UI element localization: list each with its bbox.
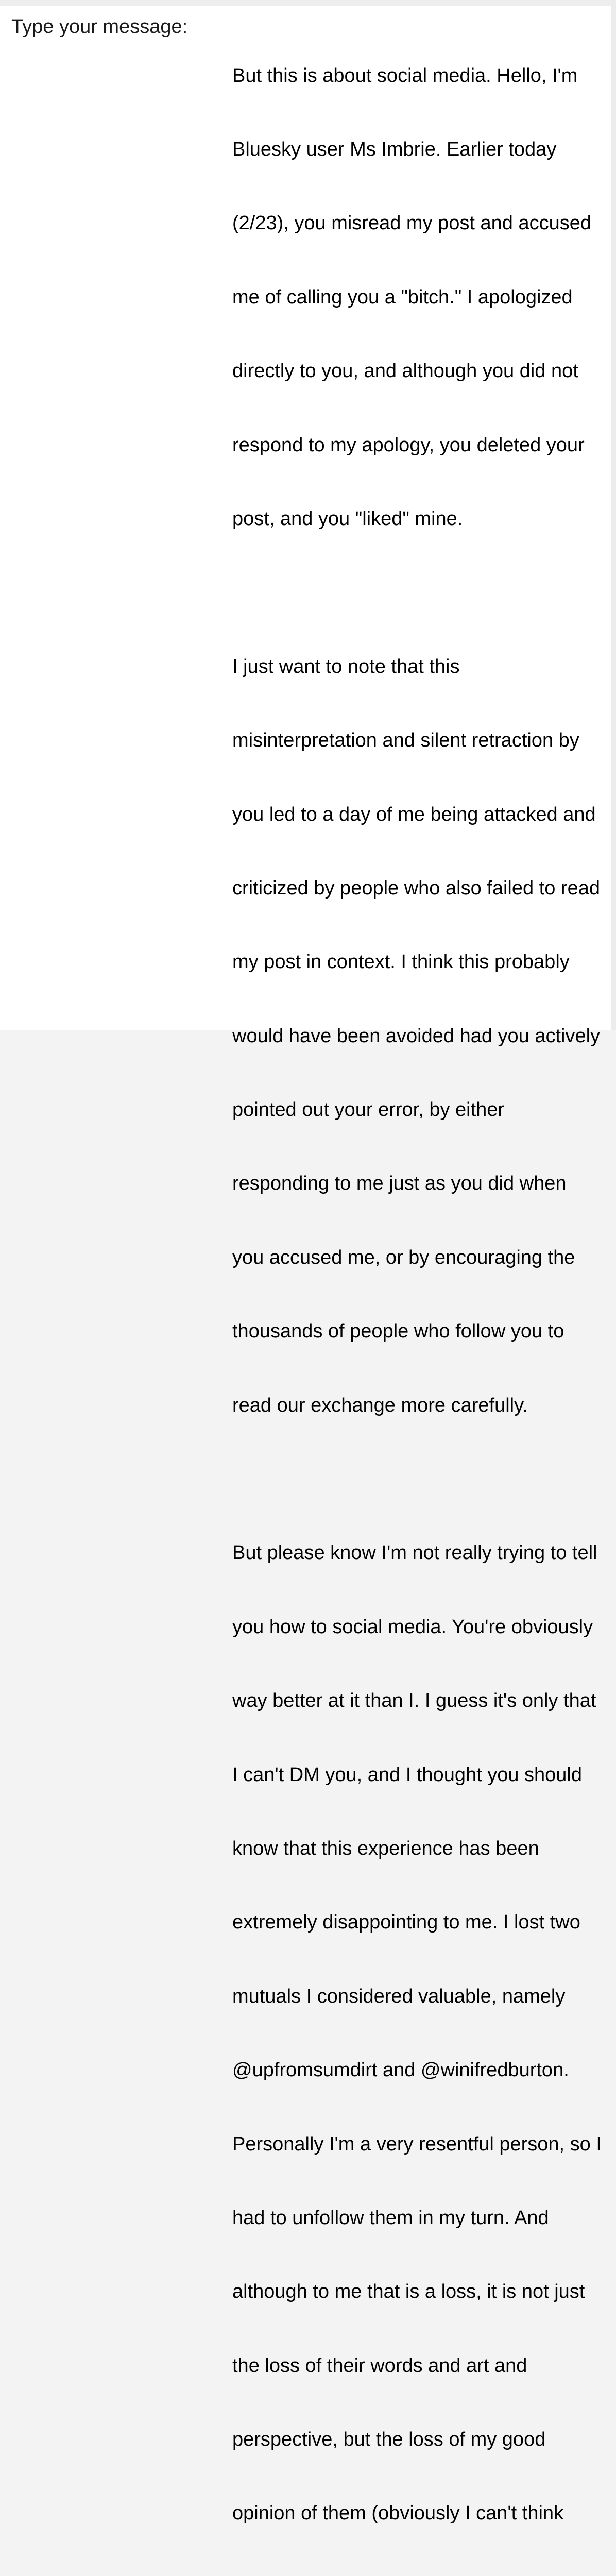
message-line: But this is about social media. Hello, I'm [232,64,578,87]
message-line: the loss of their words and art and [232,2354,527,2377]
message-line: Personally I'm a very resentful person, so I [232,2133,602,2155]
message-line: But please know I'm not really trying to tell [232,1542,597,1564]
message-line: respond to my apology, you deleted your [232,434,585,456]
message-line: I just want to note that this [232,655,460,677]
message-line: had to unfollow them in my turn. And [232,2207,549,2229]
message-line [232,581,611,605]
message-line: misinterpretation and silent retraction by [232,730,579,752]
message-line: you how to social media. You're obviously [232,1616,593,1638]
message-line: mutuals I considered valuable, namely [232,1985,566,2007]
message-line: responding to me just as you did when [232,1173,567,1195]
message-line: opinion of them (obviously I can't think [232,2502,564,2524]
message-line: I can't DM you, and I thought you should [232,1764,583,1786]
message-line: thousands of people who follow you to [232,1320,564,1343]
message-line: Bluesky user Ms Imbrie. Earlier today [232,138,557,160]
message-line: post, and you "liked" mine. [232,507,463,530]
message-line: know that this experience has been [232,1837,539,1859]
message-line: perspective, but the loss of my good [232,2429,546,2451]
message-line: although to me that is a loss, it is not just [232,2281,585,2303]
message-line: me of calling you a "bitch." I apologized [232,286,573,308]
message-line: directly to you, and although you did not [232,360,578,382]
message-line: you accused me, or by encouraging the [232,1246,575,1268]
message-field-label: Type your message: [11,16,188,38]
scrollbar-track[interactable] [611,0,616,1030]
message-textarea[interactable] [232,14,611,2524]
message-line: you led to a day of me being attacked and [232,803,596,825]
message-line: way better at it than I. I guess it's only that [232,1690,596,1712]
message-line: pointed out your error, by either [232,1099,505,1121]
message-line: criticized by people who also failed to read [232,877,600,899]
message-line [232,1467,611,1492]
message-line: would have been avoided had you actively [232,1025,601,1047]
message-line: (2/23), you misread my post and accused [232,212,592,234]
message-line: extremely disappointing to me. I lost two [232,1911,580,1934]
message-line: read our exchange more carefully. [232,1394,528,1416]
message-line: @upfromsumdirt and @winifredburton. [232,2059,569,2081]
message-line: my post in context. I think this probably [232,951,570,973]
